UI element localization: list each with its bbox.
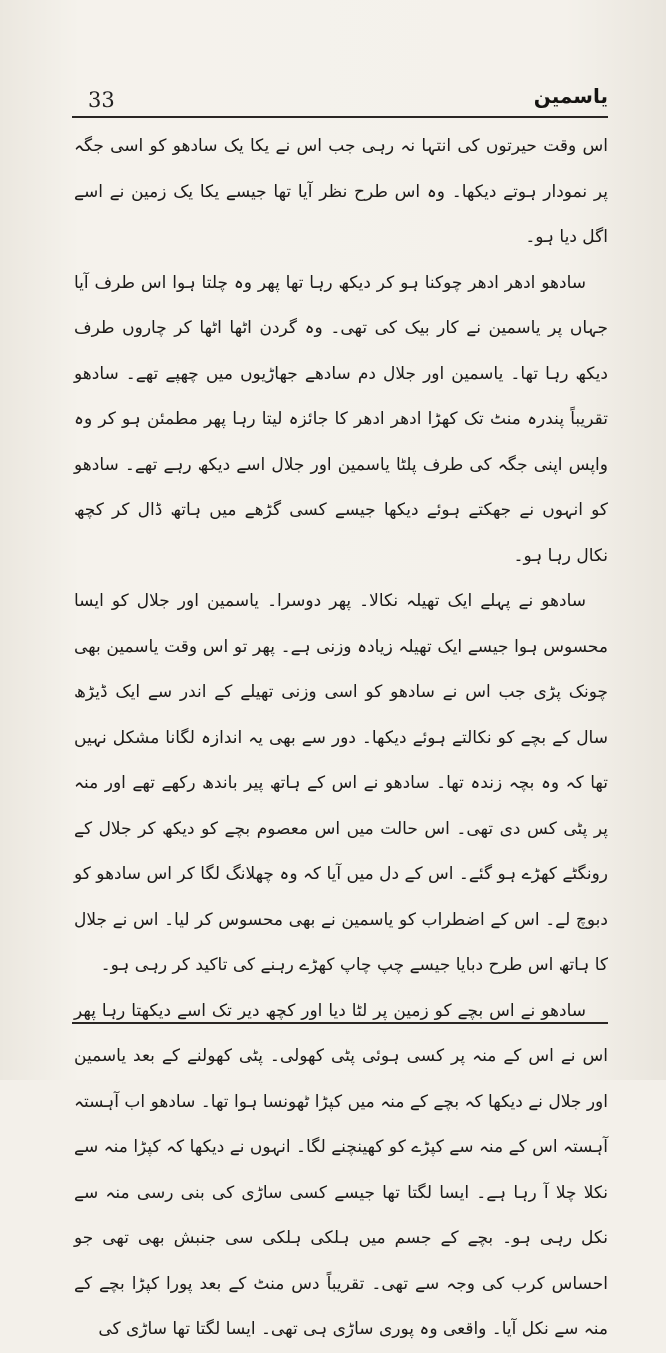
page-header <box>72 84 608 118</box>
page-number: 33 <box>88 88 115 112</box>
paragraph: سادھو نے پہلے ایک تھیلہ نکالا۔ پھر دوسرا۔ یاسمین اور جلال کو ایسا محسوس ہوا جیسے ایک تھیلہ زیادہ وزنی ہے۔ پھر تو اس وقت یاسمین بھی چونک پڑی جب اس نے سادھو کو اسی وزنی تھیلے کے اندر سے ایک ڈیڑھ سال کے بچے کو نکالتے ہوئے دیکھا۔ دور سے بھی یہ اندازہ لگانا مشکل نہیں تھا کہ وہ بچہ زندہ تھا۔ سادھو نے اس کے ہاتھ پیر باندھ رکھے تھے اور منہ پر پٹی کس دی تھی۔ اس حالت میں اس معصوم بچے کو دیکھ کر جلال کے رونگٹے کھڑے ہو گئے۔ اس کے دل میں آیا کہ وہ چھلانگ لگا کر اس سادھو کو دبوچ لے۔ اس کے اضطراب کو یاسمین نے بھی محسوس کر لیا۔ اس نے جلال کا ہاتھ اس طرح دبایا جیسے چپ چاپ کھڑے رہنے کی تاکید کر رہی ہو۔ <box>74 591 608 975</box>
header-rule <box>72 116 608 118</box>
paragraph: سادھو ادھر ادھر چوکنا ہو کر دیکھ رہا تھا پھر وہ چلتا ہوا اس طرف آیا جہاں پر یاسمین نے کار بیک کی تھی۔ وہ گردن اٹھا اٹھا کر چاروں طرف دیکھ رہا تھا۔ یاسمین اور جلال دم سادھے جھاڑیوں میں چھپے تھے۔ سادھو تقریباً پندرہ منٹ تک کھڑا ادھر ادھر کا جائزہ لیتا رہا پھر مطمئن ہو کر وہ واپس اپنی جگہ کی طرف پلٹا یاسمین اور جلال اسے دیکھ رہے تھے۔ سادھو کو انہوں نے جھکتے ہوئے دیکھا جیسے کسی گڑھے میں ہاتھ ڈال کر کچھ نکال رہا ہو۔ <box>74 272 608 566</box>
running-title: یاسمین <box>533 84 608 108</box>
paragraph: سادھو نے اس بچے کو زمین پر لٹا دیا اور کچھ دیر تک اسے دیکھتا رہا پھر اس نے اس کے منہ پر کسی ہوئی پٹی کھولی۔ پٹی کھولنے کے بعد یاسمین اور جلال نے دیکھا کہ بچے کے منہ میں کپڑا ٹھونسا ہوا تھا۔ سادھو اب آہستہ آہستہ اس کے منہ سے کپڑے کو کھینچنے لگا۔ انہوں نے دیکھا کہ کپڑا منہ سے نکلا چلا آ رہا ہے۔ ایسا لگتا تھا جیسے کسی ساڑی کی بنی رسی منہ سے نکل رہی ہو۔ بچے کے جسم میں ہلکی ہلکی سی جنبش بھی تھی جو احساس کرب کی وجہ سے تھی۔ تقریباً دس منٹ کے بعد پورا کپڑا بچے کے منہ سے نکل آیا۔ واقعی وہ پوری ساڑی ہی تھی۔ ایسا لگتا تھا ساڑی کی <box>74 1000 608 1339</box>
footer-rule <box>72 1022 608 1024</box>
page-body <box>74 124 608 1339</box>
paragraph: اس وقت حیرتوں کی انتہا نہ رہی جب اس نے یکا یک سادھو کو اسی جگہ پر نمودار ہوتے دیکھا۔ وہ اس طرح نظر آیا تھا جیسے یکا یک زمین نے اسے اگل دیا ہو۔ <box>74 136 608 247</box>
